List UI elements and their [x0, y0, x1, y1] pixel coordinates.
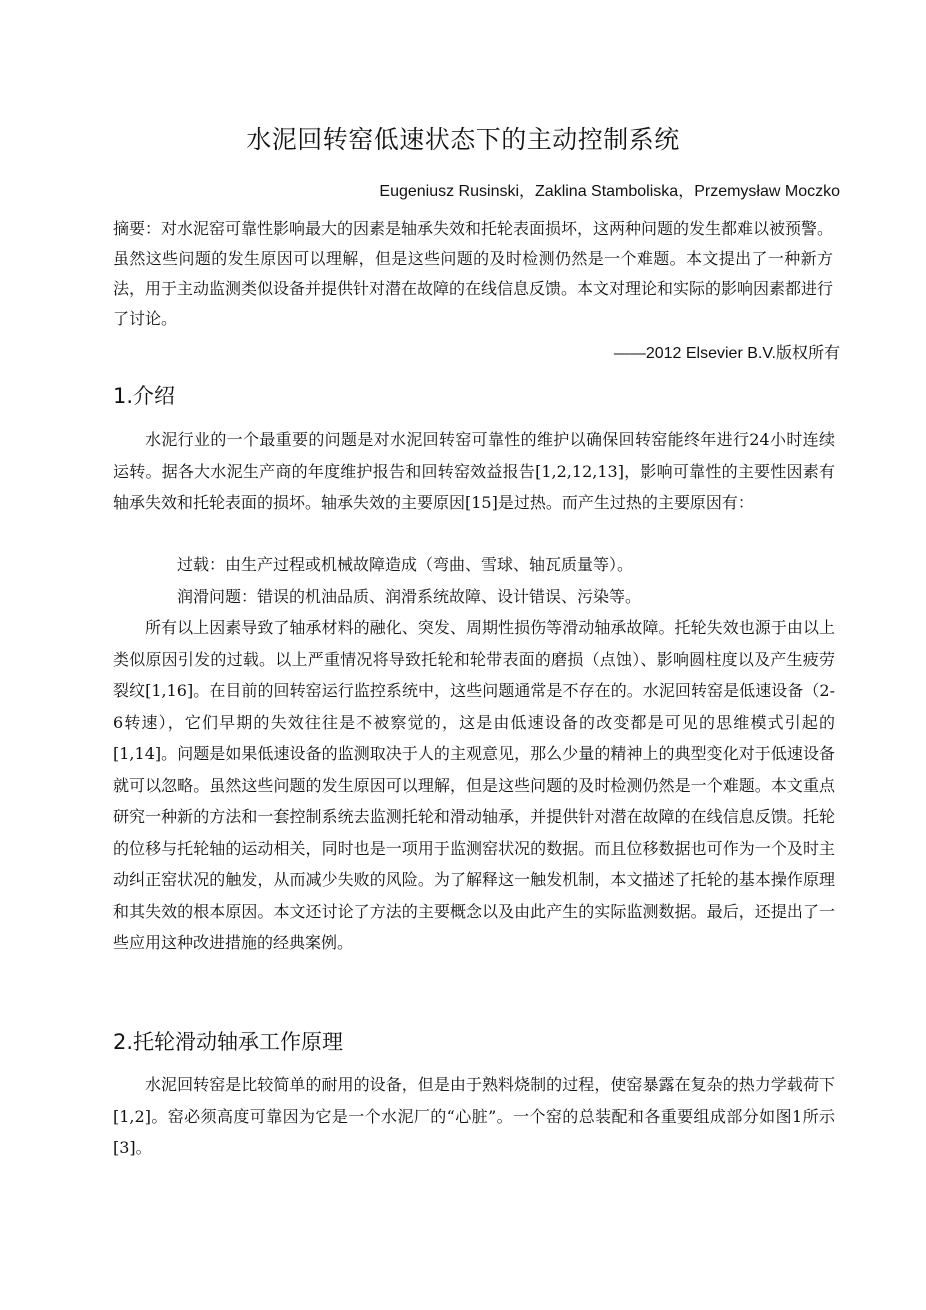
intro-paragraph-2: 所有以上因素导致了轴承材料的融化、突发、周期性损伤等滑动轴承故障。托轮失效也源于由以上类似原因引发的过载。以上严重情况将导致托轮和轮带表面的磨损（点蚀）、影响圆柱度以及产生疲劳裂纹[1,16]。在目前的回转窑运行监控系统中，这些问题通常是不存在的。水泥回转窑是低速设备（2-6转速），它们早期的失效往往是不被察觉的，这是由低速设备的改变都是可见的思维模式引起的[1,14]。问题是如果低速设备的监测取决于人的主观意见，那么少量的精神上的典型变化对于低速设备就可以忽略。虽然这些问题的发生原因可以理解，但是这些问题的及时检测仍然是一个难题。本文重点研究一种新的方法和一套控制系统去监测托轮和滑动轴承，并提供针对潜在故障的在线信息反馈。托轮的位移与托轮轴的运动相关，同时也是一项用于监测窑状况的数据。而且位移数据也可作为一个及时主动纠正窑状况的触发，从而减少失败的风险。为了解释这一触发机制，本文描述了托轮的基本操作原理和其失效的根本原因。本文还讨论了方法的主要概念以及由此产生的实际监测数据。最后，还提出了一些应用这种改进措施的经典案例。: [113, 618, 835, 952]
abstract-paragraph: 摘要：对水泥窑可靠性影响最大的因素是轴承失效和托轮表面损坏，这两种问题的发生都难以被预警。虽然这些问题的发生原因可以理解，但是这些问题的及时检测仍然是一个难题。本文提出了一种新方法，用于主动监测类似设备并提供针对潜在故障的在线信息反馈。本文对理论和实际的影响因素都进行了讨论。: [113, 219, 834, 328]
authors-line: Eugeniusz Rusinski，Zaklina Stamboliska，Przemysław Moczko: [379, 183, 840, 200]
section-heading-introduction: 1.介绍: [113, 384, 176, 408]
principle-paragraph-1: 水泥回转窑是比较简单的耐用的设备，但是由于熟料烧制的过程，使窑暴露在复杂的热力学载荷下[1,2]。窑必须高度可靠因为它是一个水泥厂的“心脏”。一个窑的总装配和各重要组成部分如图1所示[3]。: [113, 1075, 835, 1157]
paper-title: 水泥回转窑低速状态下的主动控制系统: [246, 125, 680, 154]
intro-item-overload: 过载：由生产过程或机械故障造成（弯曲、雪球、轴瓦质量等）。: [177, 555, 634, 574]
section-heading-principle: 2.托轮滑动轴承工作原理: [113, 1030, 344, 1054]
intro-paragraph-1: 水泥行业的一个最重要的问题是对水泥回转窑可靠性的维护以确保回转窑能终年进行24小时连续运转。据各大水泥生产商的年度维护报告和回转窑效益报告[1,2,12,13]，影响可靠性的主要性因素有轴承失效和托轮表面的损坏。轴承失效的主要原因[15]是过热。而产生过热的主要原因有：: [113, 430, 835, 512]
copyright-line: ——2012 Elsevier B.V.版权所有: [613, 345, 840, 362]
intro-item-lubrication: 润滑问题：错误的机油品质、润滑系统故障、设计错误、污染等。: [177, 587, 642, 606]
